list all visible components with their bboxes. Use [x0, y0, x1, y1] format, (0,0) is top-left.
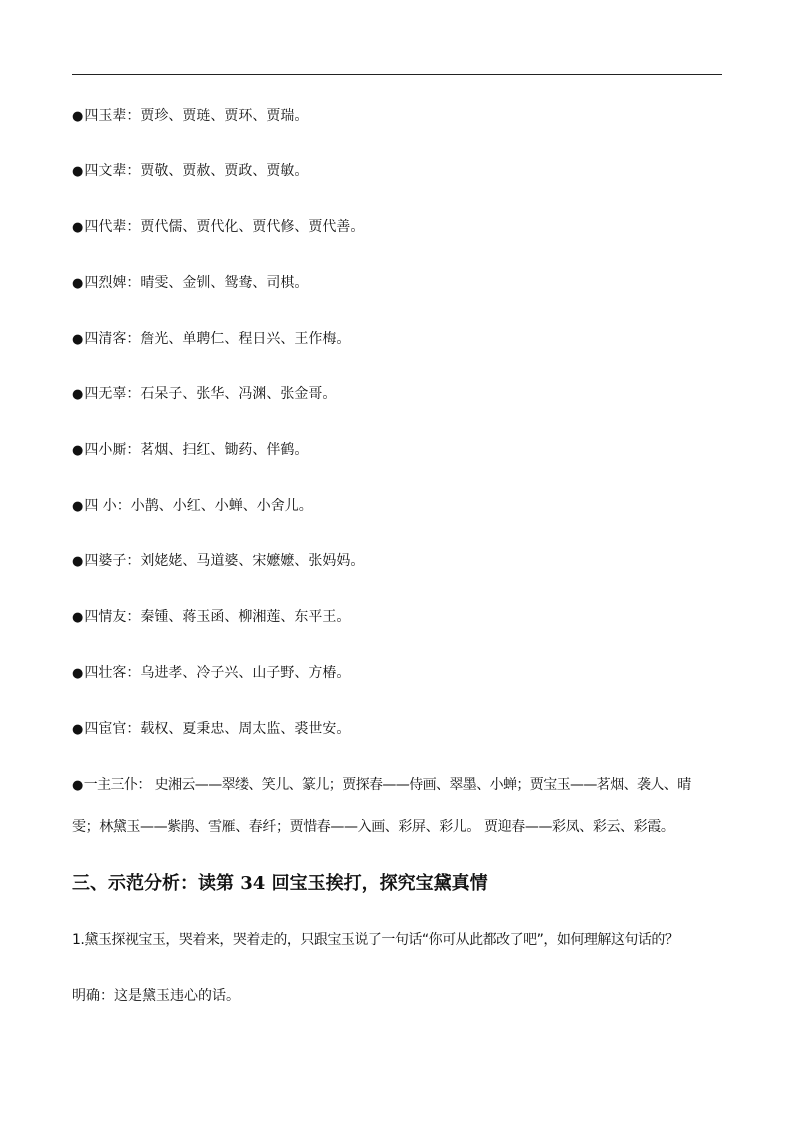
bullet-icon: ●	[72, 220, 84, 235]
list-item	[72, 217, 364, 238]
bullet-icon: ●	[72, 276, 84, 291]
list-item-text: 四烈婢：晴雯、金钏、鸳鸯、司棋。	[84, 275, 309, 291]
list-item	[72, 719, 350, 740]
servants-text-1: 一主三仆： 史湘云——翠缕、笑儿、篆儿；贾探春——侍画、翠墨、小蝉；贾宝玉——茗烟、袭人、晴	[83, 777, 691, 793]
list-item-text: 四小厮：茗烟、扫红、锄药、伴鹤。	[84, 442, 309, 458]
bullet-icon: ●	[72, 387, 84, 402]
list-item-text: 四宦官：载权、夏秉忠、周太监、裘世安。	[84, 721, 351, 737]
section-heading: 三、示范分析：读第 34 回宝玉挨打，探究宝黛真情	[72, 873, 488, 894]
bullet-icon: ●	[72, 332, 84, 347]
bullet-icon: ●	[72, 666, 84, 681]
list-item	[72, 106, 308, 127]
bullet-icon: ●	[72, 722, 84, 737]
bullet-icon: ●	[72, 610, 84, 625]
bullet-icon: ●	[72, 554, 84, 569]
list-item-text: 四文辈：贾敬、贾赦、贾政、贾敏。	[84, 163, 309, 179]
list-item	[72, 161, 308, 182]
list-item	[72, 607, 350, 628]
bullet-icon: ●	[72, 778, 83, 793]
list-item-text: 四情友：秦锺、蒋玉函、柳湘莲、东平王。	[84, 609, 351, 625]
servants-text-2: 雯；林黛玉——紫鹃、雪雁、春纤；贾惜春——入画、彩屏、彩儿。 贾迎春——彩凤、彩云、彩霞。	[72, 819, 675, 835]
bullet-icon: ●	[72, 109, 84, 124]
list-item	[72, 551, 364, 572]
list-item-text: 四壮客：乌进孝、冷子兴、山子野、方椿。	[84, 665, 351, 681]
header-rule	[72, 74, 722, 75]
list-item-text: 四无辜：石呆子、张华、冯渊、张金哥。	[84, 386, 337, 402]
list-item-text: 四婆子：刘姥姥、马道婆、宋嬷嬷、张妈妈。	[84, 553, 365, 569]
list-item	[72, 663, 350, 684]
bullet-icon: ●	[72, 499, 84, 514]
servants-line	[72, 775, 691, 796]
list-item-text: 四 小：小鹊、小红、小蝉、小舍儿。	[84, 498, 313, 514]
bullet-icon: ●	[72, 443, 84, 458]
list-item	[72, 440, 308, 461]
list-item	[72, 496, 313, 517]
list-item-text: 四玉辈：贾珍、贾琏、贾环、贾瑞。	[84, 108, 309, 124]
question-text: 1.黛玉探视宝玉，哭着来，哭着走的，只跟宝玉说了一句话“你可从此都改了吧”，如何理解这句话的？	[72, 932, 679, 948]
list-item	[72, 273, 308, 294]
list-item-text: 四清客：詹光、单聘仁、程日兴、王作梅。	[84, 331, 351, 347]
list-item	[72, 329, 350, 350]
answer-text: 明确：这是黛玉违心的话。	[72, 988, 240, 1004]
list-item-text: 四代辈：贾代儒、贾代化、贾代修、贾代善。	[84, 219, 365, 235]
list-item	[72, 384, 336, 405]
bullet-icon: ●	[72, 164, 84, 179]
